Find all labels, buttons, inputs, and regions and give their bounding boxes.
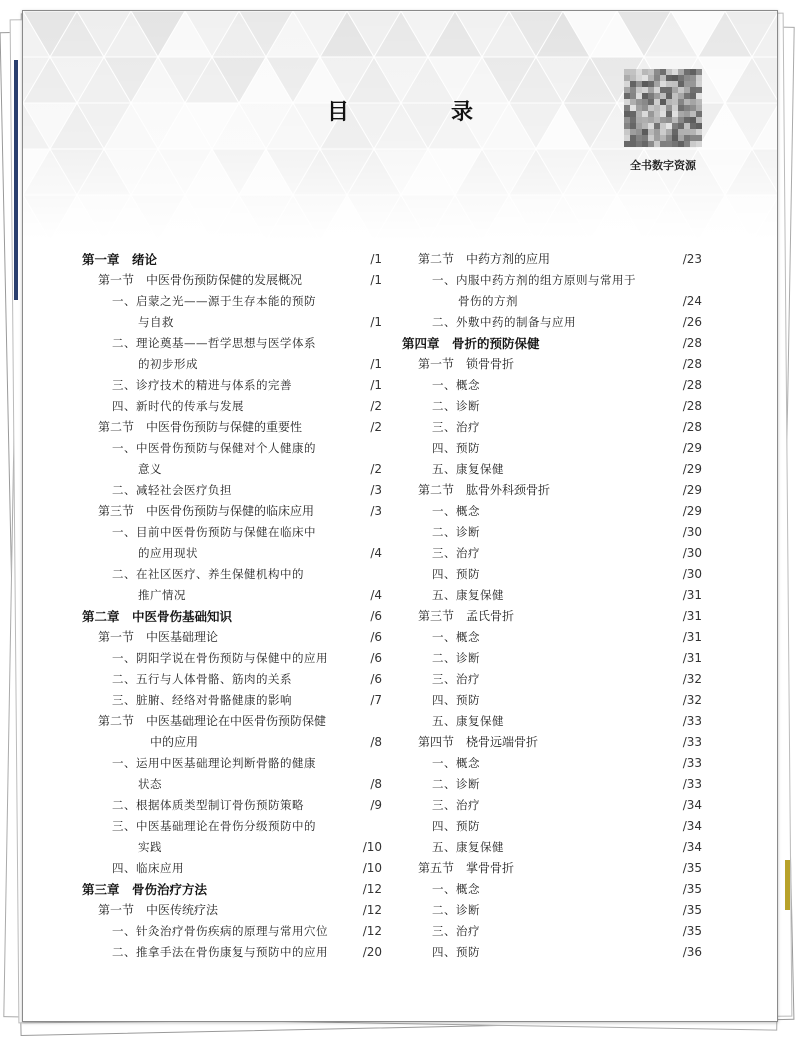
toc-entry-section[interactable] [402, 354, 702, 375]
toc-entry-item[interactable] [402, 711, 702, 732]
toc-entry-title: 五、康复保健 [432, 714, 504, 728]
toc-entry-item[interactable] [402, 816, 702, 837]
toc-entry-section[interactable] [402, 606, 702, 627]
toc-entry-item[interactable] [82, 753, 382, 774]
toc-entry-page-number: /33 [682, 714, 702, 728]
toc-entry-section[interactable] [82, 417, 382, 438]
toc-entry-title: 骨伤的方剂 [458, 294, 518, 308]
toc-entry-item[interactable] [402, 459, 702, 480]
toc-entry-section[interactable] [402, 858, 702, 879]
toc-entry-page-number: /3 [370, 483, 382, 497]
toc-entry-section[interactable] [82, 711, 382, 732]
toc-entry-page-number: /12 [362, 924, 382, 938]
toc-entry-title: 二、推拿手法在骨伤康复与预防中的应用 [112, 945, 328, 959]
toc-entry-page-number: /3 [370, 504, 382, 518]
toc-entry-item[interactable] [402, 627, 702, 648]
toc-entry-page-number: /1 [370, 252, 382, 266]
toc-entry-page-number: /32 [682, 693, 702, 707]
toc-entry-title: 第二节 肱骨外科颈骨折 [418, 483, 551, 497]
toc-entry-title: 四、预防 [432, 945, 480, 959]
toc-entry-title: 四、预防 [432, 693, 480, 707]
toc-entry-item[interactable] [402, 522, 702, 543]
toc-entry-page-number: /31 [682, 651, 702, 665]
toc-entry-item[interactable] [82, 648, 382, 669]
toc-entry-page-number: /24 [682, 294, 702, 308]
toc-entry-title: 四、新时代的传承与发展 [112, 399, 244, 413]
toc-entry-page-number: /28 [682, 399, 702, 413]
toc-entry-title: 三、中医基础理论在骨伤分级预防中的 [112, 819, 316, 833]
toc-entry-page-number: /6 [370, 630, 382, 644]
toc-entry-item[interactable] [402, 270, 702, 291]
toc-entry-page-number: /28 [682, 357, 702, 371]
toc-entry-title: 二、外敷中药的制备与应用 [432, 315, 576, 329]
toc-entry-cont[interactable] [82, 354, 382, 375]
toc-entry-item[interactable] [82, 291, 382, 312]
toc-entry-page-number: /28 [682, 378, 702, 392]
toc-entry-title: 第三节 孟氏骨折 [418, 609, 515, 623]
cover-edge-stripe [785, 860, 790, 910]
toc-entry-title: 状态 [138, 777, 162, 791]
toc-column-left [82, 249, 382, 963]
toc-entry-item[interactable] [402, 669, 702, 690]
toc-entry-item[interactable] [402, 564, 702, 585]
toc-entry-title: 一、中医骨伤预防与保健对个人健康的 [112, 441, 316, 455]
toc-entry-title: 四、预防 [432, 441, 480, 455]
toc-entry-title: 第五节 掌骨骨折 [418, 861, 515, 875]
toc-entry-item[interactable] [82, 438, 382, 459]
toc-entry-title: 一、概念 [432, 378, 480, 392]
toc-entry-title: 二、诊断 [432, 399, 480, 413]
toc-entry-title: 一、阴阳学说在骨伤预防与保健中的应用 [112, 651, 328, 665]
toc-entry-scont[interactable] [82, 732, 382, 753]
toc-entry-title: 二、诊断 [432, 777, 480, 791]
toc-entry-item[interactable] [402, 774, 702, 795]
toc-entry-item[interactable] [402, 543, 702, 564]
toc-entry-title: 一、目前中医骨伤预防与保健在临床中 [112, 525, 316, 539]
toc-entry-page-number: /31 [682, 630, 702, 644]
toc-entry-page-number: /8 [370, 777, 382, 791]
toc-entry-chapter[interactable] [82, 879, 382, 900]
toc-entry-item[interactable] [82, 690, 382, 711]
toc-entry-item[interactable] [402, 438, 702, 459]
toc-entry-title: 与自救 [138, 315, 174, 329]
toc-entry-cont[interactable] [402, 291, 702, 312]
toc-entry-item[interactable] [402, 417, 702, 438]
toc-entry-title: 第一节 中医骨伤预防保健的发展概况 [98, 273, 303, 287]
toc-entry-item[interactable] [82, 480, 382, 501]
toc-entry-page-number: /2 [370, 420, 382, 434]
toc-entry-title: 一、针灸治疗骨伤疾病的原理与常用穴位 [112, 924, 328, 938]
toc-entry-item[interactable] [402, 879, 702, 900]
toc-entry-title: 三、脏腑、经络对骨骼健康的影响 [112, 693, 292, 707]
toc-entry-section[interactable] [82, 627, 382, 648]
toc-entry-item[interactable] [402, 396, 702, 417]
toc-entry-title: 意义 [138, 462, 162, 476]
toc-entry-item[interactable] [82, 795, 382, 816]
toc-entry-page-number: /12 [362, 903, 382, 917]
toc-entry-item[interactable] [402, 900, 702, 921]
toc-entry-cont[interactable] [82, 312, 382, 333]
toc-entry-title: 一、概念 [432, 630, 480, 644]
toc-entry-section[interactable] [402, 480, 702, 501]
toc-entry-item[interactable] [82, 858, 382, 879]
toc-entry-page-number: /35 [682, 861, 702, 875]
toc-entry-title: 五、康复保健 [432, 588, 504, 602]
toc-entry-title: 的初步形成 [138, 357, 198, 371]
toc-entry-page-number: /10 [362, 840, 382, 854]
toc-entry-item[interactable] [82, 942, 382, 963]
toc-entry-item[interactable] [402, 753, 702, 774]
toc-entry-title: 第一节 中医传统疗法 [98, 903, 219, 917]
toc-entry-item[interactable] [82, 921, 382, 942]
toc-entry-item[interactable] [82, 396, 382, 417]
toc-entry-title: 第一节 锁骨骨折 [418, 357, 515, 371]
toc-entry-title: 二、诊断 [432, 525, 480, 539]
toc-entry-item[interactable] [402, 501, 702, 522]
toc-entry-page-number: /2 [370, 399, 382, 413]
toc-entry-title: 一、运用中医基础理论判断骨骼的健康 [112, 756, 316, 770]
toc-entry-chapter[interactable] [82, 606, 382, 627]
toc-entry-title: 第二章 中医骨伤基础知识 [82, 609, 233, 624]
toc-entry-title: 四、预防 [432, 567, 480, 581]
toc-entry-page-number: /33 [682, 756, 702, 770]
toc-entry-item[interactable] [82, 564, 382, 585]
toc-entry-page-number: /28 [682, 336, 702, 350]
toc-entry-page-number: /35 [682, 903, 702, 917]
toc-entry-page-number: /1 [370, 357, 382, 371]
toc-entry-title: 第一节 中医基础理论 [98, 630, 219, 644]
toc-entry-item[interactable] [402, 837, 702, 858]
toc-entry-title: 三、治疗 [432, 546, 480, 560]
toc-entry-title: 二、诊断 [432, 651, 480, 665]
toc-entry-chapter[interactable] [82, 249, 382, 270]
toc-entry-page-number: /26 [682, 315, 702, 329]
qr-code-label: 全书数字资源 [630, 159, 696, 172]
toc-entry-title: 推广情况 [138, 588, 186, 602]
toc-entry-title: 二、诊断 [432, 903, 480, 917]
toc-entry-page-number: /29 [682, 441, 702, 455]
toc-entry-page-number: /34 [682, 819, 702, 833]
toc-entry-page-number: /29 [682, 483, 702, 497]
toc-page [22, 10, 778, 1022]
toc-entry-title: 第一章 绪论 [82, 252, 158, 267]
toc-entry-item[interactable] [82, 522, 382, 543]
toc-entry-page-number: /23 [682, 252, 702, 266]
toc-entry-title: 第四节 桡骨远端骨折 [418, 735, 539, 749]
toc-entry-page-number: /29 [682, 504, 702, 518]
toc-entry-title: 二、理论奠基——哲学思想与医学体系 [112, 336, 316, 350]
toc-entry-page-number: /9 [370, 798, 382, 812]
cover-edge-stripe [14, 60, 18, 300]
toc-entry-title: 中的应用 [150, 735, 199, 749]
toc-entry-section[interactable] [82, 501, 382, 522]
toc-entry-page-number: /31 [682, 588, 702, 602]
toc-entry-page-number: /29 [682, 462, 702, 476]
toc-entry-page-number: /1 [370, 378, 382, 392]
toc-entry-page-number: /8 [370, 735, 382, 749]
toc-entry-title: 一、概念 [432, 504, 480, 518]
toc-entry-title: 一、概念 [432, 756, 480, 770]
qr-code-icon[interactable] [624, 69, 702, 147]
toc-entry-item[interactable] [402, 690, 702, 711]
toc-entry-page-number: /33 [682, 735, 702, 749]
toc-entry-page-number: /28 [682, 420, 702, 434]
toc-entry-cont[interactable] [82, 837, 382, 858]
toc-entry-item[interactable] [82, 669, 382, 690]
toc-entry-title: 一、概念 [432, 882, 480, 896]
toc-entry-page-number: /34 [682, 840, 702, 854]
toc-entry-title: 四、临床应用 [112, 861, 184, 875]
toc-entry-title: 二、减轻社会医疗负担 [112, 483, 232, 497]
toc-entry-title: 三、治疗 [432, 672, 480, 686]
toc-entry-page-number: /31 [682, 609, 702, 623]
toc-entry-item[interactable] [402, 795, 702, 816]
toc-entry-page-number: /30 [682, 525, 702, 539]
toc-entry-page-number: /36 [682, 945, 702, 959]
toc-entry-cont[interactable] [82, 543, 382, 564]
toc-entry-cont[interactable] [82, 774, 382, 795]
toc-entry-section[interactable] [82, 270, 382, 291]
toc-entry-page-number: /35 [682, 882, 702, 896]
toc-entry-section[interactable] [402, 732, 702, 753]
toc-entry-title: 五、康复保健 [432, 840, 504, 854]
toc-entry-title: 第三节 中医骨伤预防与保健的临床应用 [98, 504, 315, 518]
toc-entry-title: 三、治疗 [432, 798, 480, 812]
toc-entry-title: 二、根据体质类型制订骨伤预防策略 [112, 798, 304, 812]
toc-entry-title: 第二节 中药方剂的应用 [418, 252, 551, 266]
toc-entry-page-number: /1 [370, 315, 382, 329]
toc-entry-page-number: /12 [362, 882, 382, 896]
toc-entry-title: 实践 [138, 840, 162, 854]
toc-entry-page-number: /4 [370, 546, 382, 560]
toc-entry-item[interactable] [82, 375, 382, 396]
toc-entry-cont[interactable] [82, 459, 382, 480]
toc-entry-title: 第二节 中医骨伤预防与保健的重要性 [98, 420, 303, 434]
toc-entry-title: 第四章 骨折的预防保健 [402, 336, 540, 351]
toc-column-right [402, 249, 702, 963]
toc-entry-page-number: /32 [682, 672, 702, 686]
toc-entry-page-number: /7 [370, 693, 382, 707]
toc-entry-title: 一、启蒙之光——源于生存本能的预防 [112, 294, 316, 308]
toc-entry-title: 一、内服中药方剂的组方原则与常用于 [432, 273, 636, 287]
toc-entry-title: 二、在社区医疗、养生保健机构中的 [112, 567, 304, 581]
toc-entry-page-number: /34 [682, 798, 702, 812]
toc-entry-page-number: /4 [370, 588, 382, 602]
toc-entry-section[interactable] [402, 249, 702, 270]
toc-entry-page-number: /2 [370, 462, 382, 476]
toc-entry-page-number: /33 [682, 777, 702, 791]
toc-entry-page-number: /30 [682, 546, 702, 560]
toc-entry-title: 的应用现状 [138, 546, 198, 560]
toc-entry-page-number: /20 [362, 945, 382, 959]
toc-entry-item[interactable] [402, 312, 702, 333]
toc-entry-item[interactable] [402, 921, 702, 942]
toc-entry-page-number: /1 [370, 273, 382, 287]
toc-entry-item[interactable] [402, 942, 702, 963]
toc-entry-title: 第二节 中医基础理论在中医骨伤预防保健 [98, 714, 327, 728]
toc-entry-page-number: /6 [370, 609, 382, 623]
toc-entry-section[interactable] [82, 900, 382, 921]
toc-entry-page-number: /10 [362, 861, 382, 875]
toc-entry-title: 二、五行与人体骨骼、筋肉的关系 [112, 672, 292, 686]
toc-entry-title: 三、诊疗技术的精进与体系的完善 [112, 378, 292, 392]
toc-entry-cont[interactable] [82, 585, 382, 606]
toc-entry-page-number: /6 [370, 672, 382, 686]
toc-entry-item[interactable] [402, 375, 702, 396]
toc-entry-item[interactable] [82, 333, 382, 354]
toc-entry-chapter[interactable] [402, 333, 702, 354]
toc-entry-title: 三、治疗 [432, 924, 480, 938]
toc-entry-title: 第三章 骨伤治疗方法 [82, 882, 208, 897]
toc-entry-page-number: /6 [370, 651, 382, 665]
toc-entry-item[interactable] [402, 648, 702, 669]
toc-entry-title: 五、康复保健 [432, 462, 504, 476]
toc-entry-title: 四、预防 [432, 819, 480, 833]
page-title: 目 录 [326, 100, 513, 125]
toc-entry-title: 三、治疗 [432, 420, 480, 434]
toc-entry-page-number: /35 [682, 924, 702, 938]
toc-entry-item[interactable] [82, 816, 382, 837]
toc-entry-item[interactable] [402, 585, 702, 606]
toc-entry-page-number: /30 [682, 567, 702, 581]
